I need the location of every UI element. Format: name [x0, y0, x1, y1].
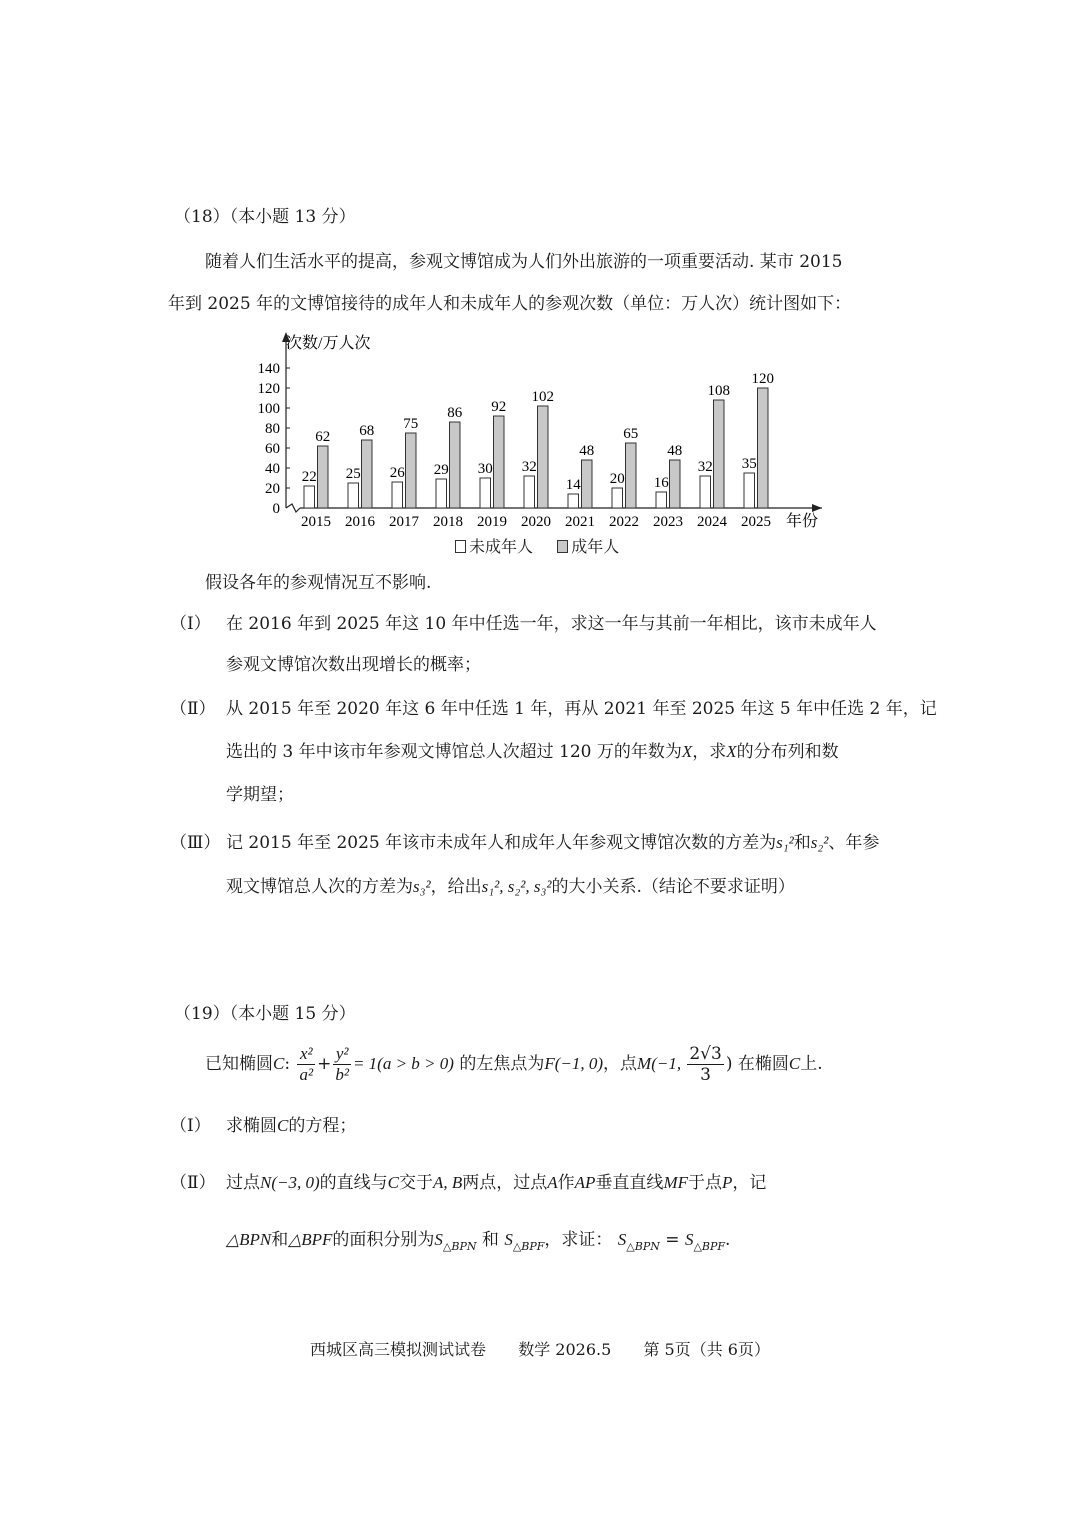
data-label-minor: 25: [345, 466, 361, 482]
x-tick-label: 2020: [521, 514, 551, 530]
bar-minor: [436, 479, 447, 508]
legend-label-minor: 未成年人: [469, 537, 534, 556]
bar-adult: [362, 440, 373, 508]
q19-part1-c: C: [277, 1116, 289, 1135]
q19-s1: S: [434, 1230, 443, 1249]
q18-s2: s₂²: [810, 833, 829, 852]
q18-part1-label: （Ⅰ）: [170, 614, 211, 634]
q19-tri-bpf: △BPF: [288, 1230, 333, 1249]
q19-frac-m: [687, 1044, 723, 1085]
bar-minor: [348, 483, 359, 508]
x-axis-label: 年份: [786, 513, 819, 530]
data-label-adult: 102: [531, 389, 554, 405]
q19-intro-e: 上.: [800, 1054, 823, 1074]
y-tick-label: 60: [265, 441, 280, 457]
q18-part1-line2: 参观文博馆次数出现增长的概率；: [226, 655, 481, 675]
q19-a2: a²: [299, 1065, 314, 1084]
q18-part2-line2a: 选出的 3 年中该市年参观文博馆总人次超过 120 万的年数为: [226, 742, 682, 762]
data-label-minor: 32: [697, 459, 713, 475]
bar-minor: [392, 482, 403, 508]
q18-var-x-2: X: [726, 742, 737, 761]
y-tick-label: 40: [265, 461, 280, 477]
q18-part3-line2: [226, 875, 795, 899]
page-footer: [0, 1337, 1080, 1360]
q19-frac-y: [333, 1044, 351, 1085]
q19-p2-k: ，求证：: [544, 1230, 613, 1250]
q19-point-a: A: [547, 1173, 558, 1192]
q19-end: .: [725, 1230, 731, 1250]
q19-point-n: N(−3, 0): [260, 1173, 320, 1192]
q19-p2-i: 和: [271, 1230, 289, 1250]
bar-adult: [318, 446, 329, 508]
q18-part2-label: （Ⅱ）: [170, 699, 216, 719]
q19-intro-b: 的左焦点为: [459, 1054, 545, 1074]
data-label-adult: 86: [447, 405, 463, 421]
q19-p2-c: 交于: [398, 1173, 433, 1193]
q18-part2-line2b: ，求: [692, 742, 727, 762]
data-label-minor: 26: [389, 465, 405, 481]
q19-p2-d: 两点，过点: [462, 1173, 548, 1193]
x-tick-label: 2016: [345, 514, 375, 530]
q19-p2-f: 垂直直线: [595, 1173, 664, 1193]
bar-minor: [656, 492, 667, 508]
data-label-adult: 62: [315, 429, 331, 445]
x-tick-label: 2023: [653, 514, 683, 530]
q19-p2-h: ，记: [732, 1173, 767, 1193]
footer-school: 西城区高三模拟测试试卷: [309, 1340, 486, 1359]
bar-adult: [626, 443, 637, 508]
q18-part3-line1a: 记 2015 年至 2025 年该市未成年人和成年人年参观文博馆次数的方差为: [226, 833, 777, 853]
q18-s123: s₁², s₂², s₃²: [481, 877, 552, 896]
q18-part3-and: 和: [793, 833, 811, 853]
bar-minor: [480, 478, 491, 508]
q18-part3-label: （Ⅲ）: [170, 833, 221, 853]
q18-s3: s₃²: [413, 877, 431, 896]
q19-frac-x: [297, 1044, 315, 1085]
q19-intro-c: ，点: [603, 1054, 638, 1074]
q18-part3-line1: [226, 831, 879, 855]
footer-subject: 数学 2026.5: [518, 1340, 612, 1359]
q18-part3-line1b: 、年参: [828, 833, 880, 853]
q19-part1-label: （Ⅰ）: [170, 1116, 211, 1136]
x-tick-label: 2015: [301, 514, 331, 530]
q19-y2: y²: [333, 1044, 351, 1065]
data-label-minor: 14: [565, 477, 581, 493]
q18-part2-line1: 从 2015 年至 2020 年这 6 年中任选 1 年，再从 2021 年至 2025 年这 5 年中任选 2 年，记: [226, 699, 937, 719]
legend-label-adult: 成年人: [571, 537, 620, 556]
q18-intro-line1: 随着人们生活水平的提高，参观文博馆成为人们外出旅游的一项重要活动. 某市 2015: [205, 252, 843, 272]
x-tick-label: 2025: [741, 514, 771, 530]
x-tick-label: 2019: [477, 514, 507, 530]
bar-adult: [714, 400, 725, 508]
q19-line-ap: AP: [574, 1173, 596, 1192]
q19-p2-e: 作: [557, 1173, 575, 1193]
q18-s1: s₁²: [776, 833, 794, 852]
q19-points-ab: A, B: [432, 1173, 463, 1192]
x-tick-label: 2024: [697, 514, 727, 530]
q18-part3-line2b: ，给出: [430, 877, 482, 897]
q18-part3-line2c: 的大小关系.（结论不要求证明）: [551, 877, 795, 897]
y-tick-label: 100: [257, 401, 280, 417]
q19-ellipse-c-2: C: [788, 1054, 801, 1073]
data-label-adult: 92: [491, 399, 507, 415]
q19-s4: S: [684, 1230, 694, 1249]
y-axis-label: 次数/万人次: [286, 335, 371, 352]
bar-adult: [406, 433, 417, 508]
q19-x2: x²: [297, 1044, 315, 1065]
q18-part2-line2: [226, 740, 839, 764]
q19-p2-g: 于点: [687, 1173, 722, 1193]
q19-point-p: P: [721, 1173, 733, 1192]
bar-adult: [758, 388, 769, 508]
q19-s3: S: [617, 1230, 627, 1249]
bar-adult: [450, 422, 461, 508]
q19-p2-c-var: C: [387, 1173, 399, 1192]
y-tick-label: 80: [265, 421, 280, 437]
data-label-minor: 20: [609, 471, 625, 487]
y-tick-label: 0: [272, 501, 280, 517]
x-tick-labels: [301, 514, 771, 530]
q19-intro: 已知椭圆C: $\frac{\text{x²}}{\text{a²}}$ + $\frac{\text{y²}}{\text{b²}}$ = 1(a > b > 0) 的左焦点为F(−1, 0)，点M(−1, $\frac{2√3}{3}$ ) 在椭圆C上.: [205, 1044, 823, 1085]
q19-part1-b: 的方程；: [288, 1116, 357, 1136]
q19-ellipse-c: C: [273, 1054, 285, 1073]
q19-p2-i-2: 和: [481, 1230, 499, 1250]
bar-adult: [538, 406, 549, 508]
q18-part1-line1: 在 2016 年到 2025 年这 10 年中任选一年，求这一年与其前一年相比，该市未成年人: [226, 614, 877, 634]
q19-s1-sub: △BPN: [442, 1240, 477, 1253]
data-label-adult: 48: [667, 443, 683, 459]
footer-page: 第 5页（共 6页）: [643, 1340, 770, 1359]
y-tick-label: 120: [257, 381, 280, 397]
bar-minor: [568, 494, 579, 508]
q19-b2: b²: [335, 1065, 349, 1084]
data-label-adult: 108: [707, 383, 730, 399]
q19-m-close: ): [725, 1054, 733, 1074]
legend-swatch-minor: [455, 540, 466, 553]
bar-adult: [582, 460, 593, 508]
bar-adult: [670, 460, 681, 508]
q19-point-m: M(−1,: [637, 1054, 686, 1073]
q18-var-x: X: [681, 742, 693, 761]
q19-condition: = 1(a > b > 0): [352, 1054, 454, 1073]
data-label-adult: 65: [623, 426, 639, 442]
q19-part2-line2: [226, 1228, 730, 1254]
q19-p2-b: 的直线与: [319, 1173, 388, 1193]
data-label-minor: 22: [301, 469, 317, 485]
x-axis-arrow: [812, 504, 822, 512]
q18-intro-line2: 年到 2025 年的文博馆接待的成年人和未成年人的参观次数（单位：万人次）统计图如下：: [168, 294, 852, 314]
q19-line-mf: MF: [663, 1173, 688, 1192]
q19-p2-a: 过点: [226, 1173, 260, 1193]
data-label-adult: 68: [359, 423, 375, 439]
bar-adult: [494, 416, 505, 508]
chart-legend: [455, 534, 619, 557]
q18-part2-line2c: 的分布列和数: [736, 742, 839, 762]
x-tick-label: 2017: [389, 514, 419, 530]
q19-eq: =: [665, 1230, 680, 1250]
axis-break-mark: [286, 504, 300, 512]
q19-part2-line1: [226, 1171, 766, 1195]
y-tick-label: 20: [265, 481, 280, 497]
x-tick-label: 2018: [433, 514, 463, 530]
q19-point-f: F(−1, 0): [544, 1054, 604, 1073]
x-tick-label: 2022: [609, 514, 639, 530]
legend-swatch-adult: [557, 540, 568, 553]
data-label-minor: 35: [741, 456, 757, 472]
q19-m-num: 2√3: [689, 1044, 722, 1064]
q19-part1: [226, 1114, 356, 1138]
q19-p2-j: 的面积分别为: [332, 1230, 435, 1250]
q18-header: （18）（本小题 13 分）: [174, 207, 356, 227]
q18-part2-line3: 学期望；: [226, 785, 294, 805]
q19-header: （19）（本小题 15 分）: [174, 1004, 356, 1024]
q18-assumption: 假设各年的参观情况互不影响.: [205, 573, 432, 593]
q19-s4-sub: △BPF: [693, 1240, 726, 1253]
bar-minor: [304, 486, 315, 508]
data-label-adult: 75: [403, 416, 419, 432]
q19-s2: S: [504, 1230, 513, 1249]
bar-minor: [524, 476, 535, 508]
data-label-minor: 32: [521, 459, 537, 475]
q18-part3-line2a: 观文博馆总人次的方差为: [226, 877, 413, 897]
data-label-minor: 30: [477, 461, 493, 477]
q19-intro-d: 在椭圆: [737, 1054, 789, 1074]
y-tick-label: 140: [257, 361, 280, 377]
y-tick-labels: [258, 361, 281, 517]
data-label-minor: 29: [433, 462, 449, 478]
q19-part1-a: 求椭圆: [226, 1116, 277, 1136]
x-tick-label: 2021: [565, 514, 595, 530]
bar-minor: [744, 473, 755, 508]
bar-minor: [700, 476, 711, 508]
data-label-minor: 16: [653, 475, 669, 491]
data-label-adult: 48: [579, 443, 595, 459]
data-label-adult: 120: [751, 371, 774, 387]
q19-intro-a: 已知椭圆: [205, 1054, 273, 1074]
q19-s3-sub: △BPN: [626, 1240, 660, 1253]
chart-bars: [301, 388, 768, 508]
q19-m-den: 3: [700, 1065, 711, 1085]
q19-tri-bpn: △BPN: [226, 1230, 272, 1249]
bar-minor: [612, 488, 623, 508]
q19-part2-label: （Ⅱ）: [170, 1173, 216, 1193]
q19-s2-sub: △BPF: [512, 1240, 545, 1253]
